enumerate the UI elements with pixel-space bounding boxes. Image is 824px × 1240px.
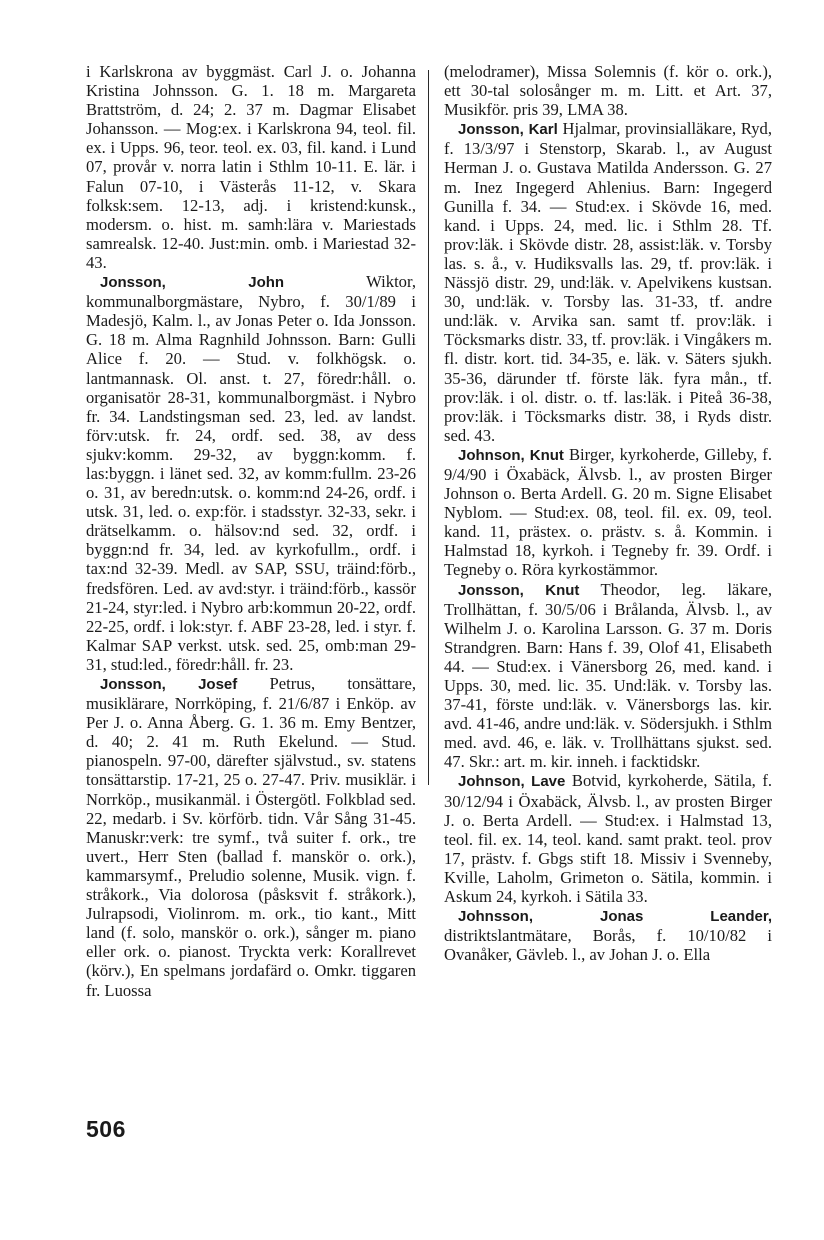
entry-name: Jonsson, Josef: [100, 676, 238, 693]
entry-name: Johnson, Lave: [458, 773, 566, 791]
entry-johnsson-jonas: [444, 906, 772, 964]
entry-johnson-lave: [444, 771, 772, 906]
right-column: [444, 62, 772, 964]
page-number: 506: [86, 1116, 126, 1142]
entry-jonsson-josef: [86, 674, 416, 1000]
entry-name: Johnson, Knut: [458, 446, 564, 464]
entry-text: Birger, kyrkoherde, Gilleby, f. 9/4/90 i Öxabäck, Älvsb. l., av prosten Birger Johnson o. Berta Ardell. G. 20 m. Signe Elisabet Nyblom. — Stud:ex. 08, teol. fil. ex. 09, teol. kand. 11, prästex. o. prästv. s. å. Kommin. i Halmstad 18, kyrkoh. i Tegneby fr. 39. Ordf. i Tegneby o. Röra kyrkostämmor.: [444, 444, 772, 580]
entry-text: distriktslantmätare, Borås, f. 10/10/82 i Ovanåker, Gävleb. l., av Johan J. o. Ella: [444, 926, 772, 965]
entry-johnson-knut-birger: [444, 445, 772, 580]
entry-jonsson-knut-theodor: [444, 580, 772, 772]
entry-text: i Karlskrona av byggmäst. Carl J. o. Johanna Kristina Johnsson. G. 1. 18 m. Margareta Brattström, d. 24; 2. 37 m. Dagmar Elisabet Johansson. — Mog:ex. i Karlskrona 94, teol. fil. ex. i Upps. 96, teor. teol. ex. 03, fil. kand. i Lund 07, provår v. norra latin i Sthlm 10-11. E. lär. i Falun 07-10, i Västerås 11-12, v. Skara folksk:sem. 12-13, adj. i kristend:kunsk., modersm. o. hist. m. samh:lära v. Mariestads samrealsk. 12-40. Just:min. omb. i Mariestad 32-43.: [86, 62, 416, 272]
entry-name: Jonsson, John: [100, 274, 285, 292]
entry-text: Botvid, kyrkoherde, Sätila, f. 30/12/94 i Öxabäck, Älvsb. l., av prosten Birger J. o. Berta Ardell. — Stud:ex. i Halmstad 13, teol. fil. ex. 14, teol. kand. samt prakt. teol. prov 17, prästv. f. Gbgs stift 18. Missiv i Svenneby, Kville, Laholm, Grimeton o. Sätila, kommin. i Askum 24, kyrkoh. i Sätila 33.: [444, 771, 772, 907]
entry-name: Jonsson, Karl: [458, 121, 558, 139]
entry-name: Johnsson, Jonas Leander,: [458, 908, 772, 926]
entry-text: (melodramer), Missa Solemnis (f. kör o. ork.), ett 30-tal solosånger m. m. Litt. et Art. 37, Musikför. pris 39, LMA 38.: [444, 62, 772, 120]
entry-name: Jonsson, Knut: [458, 581, 580, 599]
entry-text: Petrus, tonsättare, musiklärare, Norrköping, f. 21/6/87 i Enköp. av Per J. o. Anna Åberg. G. 1. 36 m. Emy Bentzer, d. 40; 2. 41 m. Ruth Ekelund. — Stud. pianospeln. 97-00, därefter självstud., sv. statens tonsättarstip. 17-21, 25 o. 27-47. Priv. musiklär. i Norrköp., musikanmäl. i Östergötl. Folkblad sed. 22, medarb. i Sv. körförb. tidn. Vår Sång 31-45. Manuskr:verk: tre symf., två suiter f. ork., tre uvert., Herr Sten (ballad f. manskör o. ork.), kammarsymf., Preludio solenne, Musik. vign. f. stråkork., Via dolorosa (påsksvit f. stråkork.), Julrapsodi, Violinrom. m. ork., tio kant., Mitt land (f. solo, manskör o. ork.), sånger m. piano eller ork. o. pianost. Tryckta verk: Korallrevet (körv.), En spelmans jordafärd o. Omkr. tiggaren fr. Luossa: [86, 674, 416, 1000]
left-column: [86, 62, 416, 1000]
entry-jonsson-john: [86, 272, 416, 674]
entry-continuation: [444, 62, 772, 119]
entry-text: Hjalmar, provinsialläkare, Ryd, f. 13/3/97 i Stenstorp, Skarab. l., av August Herman J. o. Gustava Matilda Andersson. G. 27 m. Inez Ingegerd Ahlenius. Barn: Ingegerd Gunilla f. 34. — Stud:ex. i Skövde 16, med. kand. i Upps. 24, med. lic. i Sthlm 28. Tf. prov:läk. i Skövde distr. 28, assist:läk. v. Torsby las. s. å., v. Hudiksvalls las. 29, tf. prov:läk. i Nässjö distr. 29, und:läk. v. Apelvikens kustsan. 30, und:läk. v. Torsby las. 31-33, tf. andre und:läk. v. Arvika san. samt tf. prov:läk. i Töcksmarks distr. 33, tf. prov:läk. i Vingåkers m. fl. distr. kort. tid. 34-35, e. läk. v. Säters sjukh. 35-36, därunder tf. förste läk. fyra mån., tf. prov:läk. i ol. distr. o. tf. las:läk. i Piteå 36-38, prov:läk. i Töcksmarks distr. 38, i Ryds distr. sed. 43.: [444, 119, 773, 445]
column-divider: [428, 70, 429, 785]
entry-text: Theodor, leg. läkare, Trollhättan, f. 30/5/06 i Brålanda, Älvsb. l., av Wilhelm J. o. Karolina Larsson. G. 37 m. Doris Strandgren. Barn: Hans f. 39, Olof 41, Elisabeth 44. — Stud:ex. i Vänersborg 26, med. kand. i Upps. 30, med. lic. 35. Und:läk. v. Torsby las. 37-41, förste und:läk. v. Vänersborgs las. kir. avd. 41-46, andre und:läk. v. Södersjukh. i Sthlm med. avd. 46, e. läk. v. Trollhättans sjukst. sed. 47. Skr.: art. m. kir. inneh. i facktidskr.: [444, 579, 772, 772]
entry-jonsson-karl: [444, 119, 772, 445]
entry-text: Wiktor, kommunalborgmästare, Nybro, f. 30/1/89 i Madesjö, Kalm. l., av Jonas Peter o. Ida Jonsson. G. 18 m. Alma Ragnhild Johnsson. Barn: Gulli Alice f. 20. — Stud. v. folkhögsk. o. lantmannask. Ol. anst. t. 27, föredr:håll. o. organisatör 28-31, kommunalborgmäst. i Nybro fr. 34. Landstingsman sed. 23, led. av landst. förv:utsk. fr. 24, ordf. sed. 38, av dess sjukv:komm. 29-32, av byggn:komm. f. las:byggn. i länet sed. 32, av komm:fullm. 23-26 o. 31, av beredn:utsk. o. komm:nd 24-26, ordf. i utsk. 31, led. o. exp:för. i stadsstyr. 32-33, sekr. i drätselkamm. o. hälsov:nd sed. 32, ordf. i byggn:nd fr. 34, led. av kyrkofullm., ordf. i tax:nd 32-39. Medl. av SAP, SSU, träind:förb., fredsfören. Led. av avd:styr. i träind:förb., kassör 21-24, styr:led. i Nybro arb:kommun 20-22, ordf. 22-25, ordf. i lok:styr. f. ABF 23-28, led. i styr. f. Kalmar SAP verkst. utsk. sed. 25, omb:man 29-31, stud:led., föredr:håll. fr. 23.: [86, 272, 416, 674]
entry-continuation: [86, 62, 416, 272]
